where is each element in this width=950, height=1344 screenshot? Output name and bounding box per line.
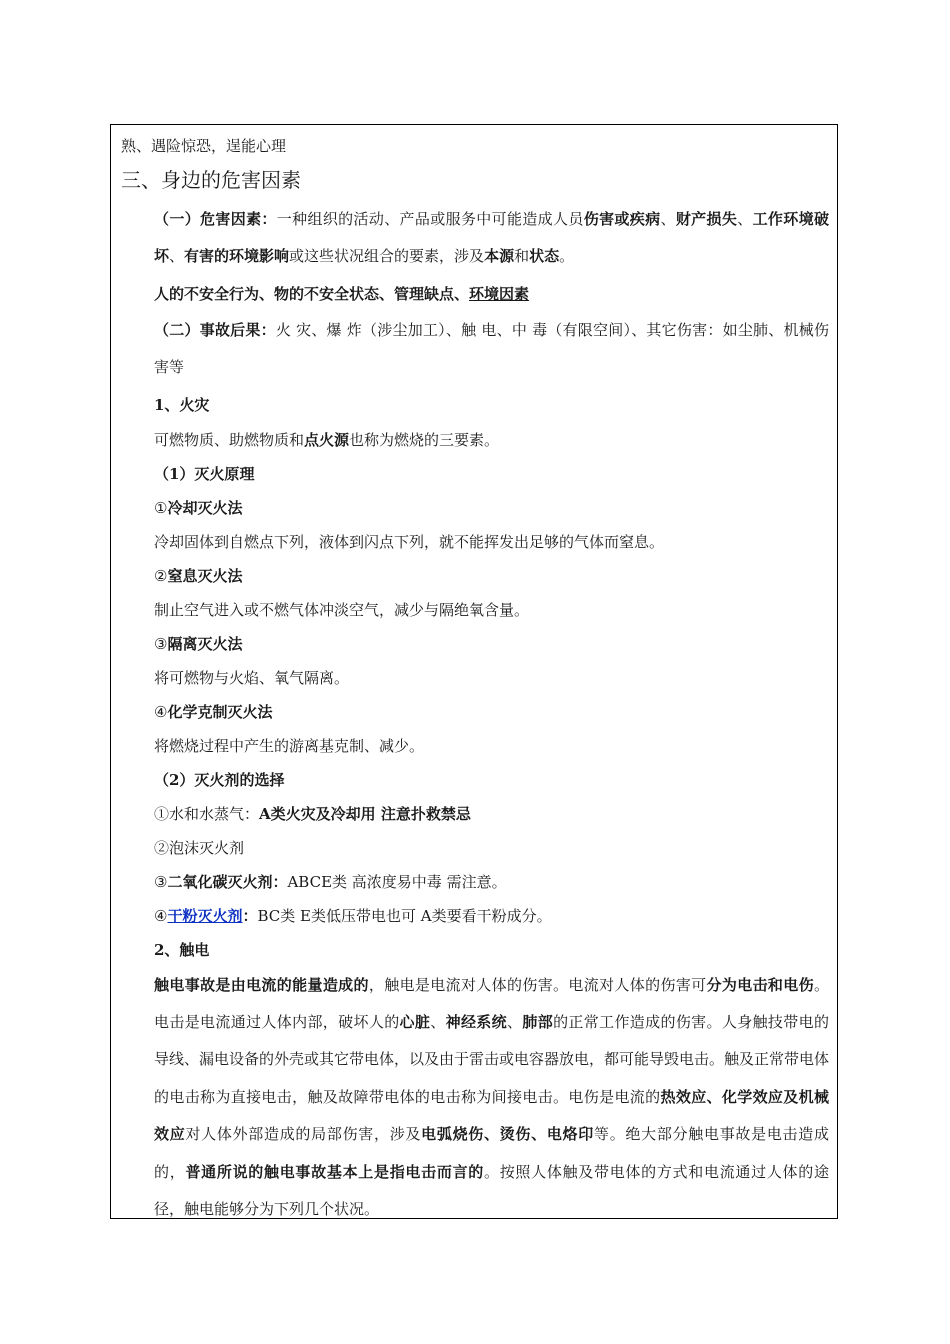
paragraph-hazard-definition [121,201,829,276]
text: 或这些状况组合的要素，涉及 [289,247,485,266]
text: 。 [559,247,575,266]
method-description: 将可燃物与火焰、氧气隔离。 [154,668,350,687]
fire-intro: 可燃物质、助燃物质和点火源也称为燃烧的三要素。 [154,430,500,449]
text: 和 [514,247,530,266]
method-description: 制止空气进入或不燃气体冲淡空气，减少与隔绝氧含量。 [154,600,530,619]
text: 、 [660,210,676,228]
agent-item: ③二氧化碳灭火剂：ABCE类 高浓度易中毒 需注意。 [154,872,507,891]
term: 人的不安全行为、物的不安全状态、管理缺点、 [154,284,470,303]
text: 、 [169,247,185,266]
method-description: 冷却固体到自燃点下列，液体到闪点下列，就不能挥发出足够的气体而窒息。 [154,532,665,551]
term: （二）事故后果： [154,320,276,339]
method-title: ①冷却灭火法 [154,498,243,517]
method-title: ③隔离灭火法 [154,634,243,653]
document-content [121,129,829,1228]
term: 财产损失 [675,210,738,228]
term: 有害的环境影响 [184,247,290,266]
paragraph-hazard-types [121,276,829,312]
dry-powder-link[interactable]: 干粉灭火剂 [167,906,243,925]
document-frame [110,124,838,1219]
agent-item: ④干粉灭火剂：BC类 E类低压带电也可 A类要看干粉成分。 [154,906,552,925]
method-title: ④化学克制灭火法 [154,702,273,721]
text: 、 [737,210,753,228]
paragraph-consequences [121,312,829,387]
fire-principle-title: （1）灭火原理 [154,464,255,483]
paragraph-electric-shock: 触电事故是由电流的能量造成的，触电是电流对人体的伤害。电流对人体的伤害可分为电击和电伤。电击是电流通过人体内部，破坏人的心脏、神经系统、肺部的正常工作造成的伤害。人身触技带电的导线、漏电设备的外壳或其它带电体，以及由于雷击或电容器放电，都可能导毁电击。触及正常带电体的电击称为直接电击，触及故障带电体的电击称为间接电击。电伤是电流的热效应、化学效应及机械效应对人体外部造成的局部伤害，涉及电弧烧伤、烫伤、电烙印等。绝大部分触电事故是电击造成的，普通所说的触电事故基本上是指电击而言的。按照人体触及带电体的方式和电流通过人体的途径，触电能够分为下列几个状况。 [154,975,830,1219]
text: 火 灾、爆 炸（涉尘加工）、触 电、中 毒（有限空间）、其它伤害：如尘肺、机械伤害等 [154,320,829,377]
agent-item: ②泡沫灭火剂 [154,838,245,857]
term: （一）危害因素： [154,210,277,228]
term: 伤害或疾病 [583,210,661,228]
agent-item: ①水和水蒸气：A类火灾及冷却用 注意扑救禁忌 [154,804,471,823]
term: 本源 [484,247,515,266]
section-heading: 三、身边的危害因素 [121,168,301,192]
method-title: ②窒息灭火法 [154,566,243,585]
text-line: 熟、遇险惊恐，逞能心理 [121,137,287,155]
term-underlined: 环境因素 [469,284,530,303]
agents-title: （2）灭火剂的选择 [154,770,285,789]
method-description: 将燃烧过程中产生的游离基克制、减少。 [154,736,425,755]
term: 状态 [529,247,560,266]
text: 一种组织的活动、产品或服务中可能造成人员 [276,210,584,228]
term: 工作环境破坏 [154,210,829,266]
subsection-title-electric-shock: 2、触电 [154,940,210,959]
subsection-title-fire: 1、火灾 [154,395,210,414]
